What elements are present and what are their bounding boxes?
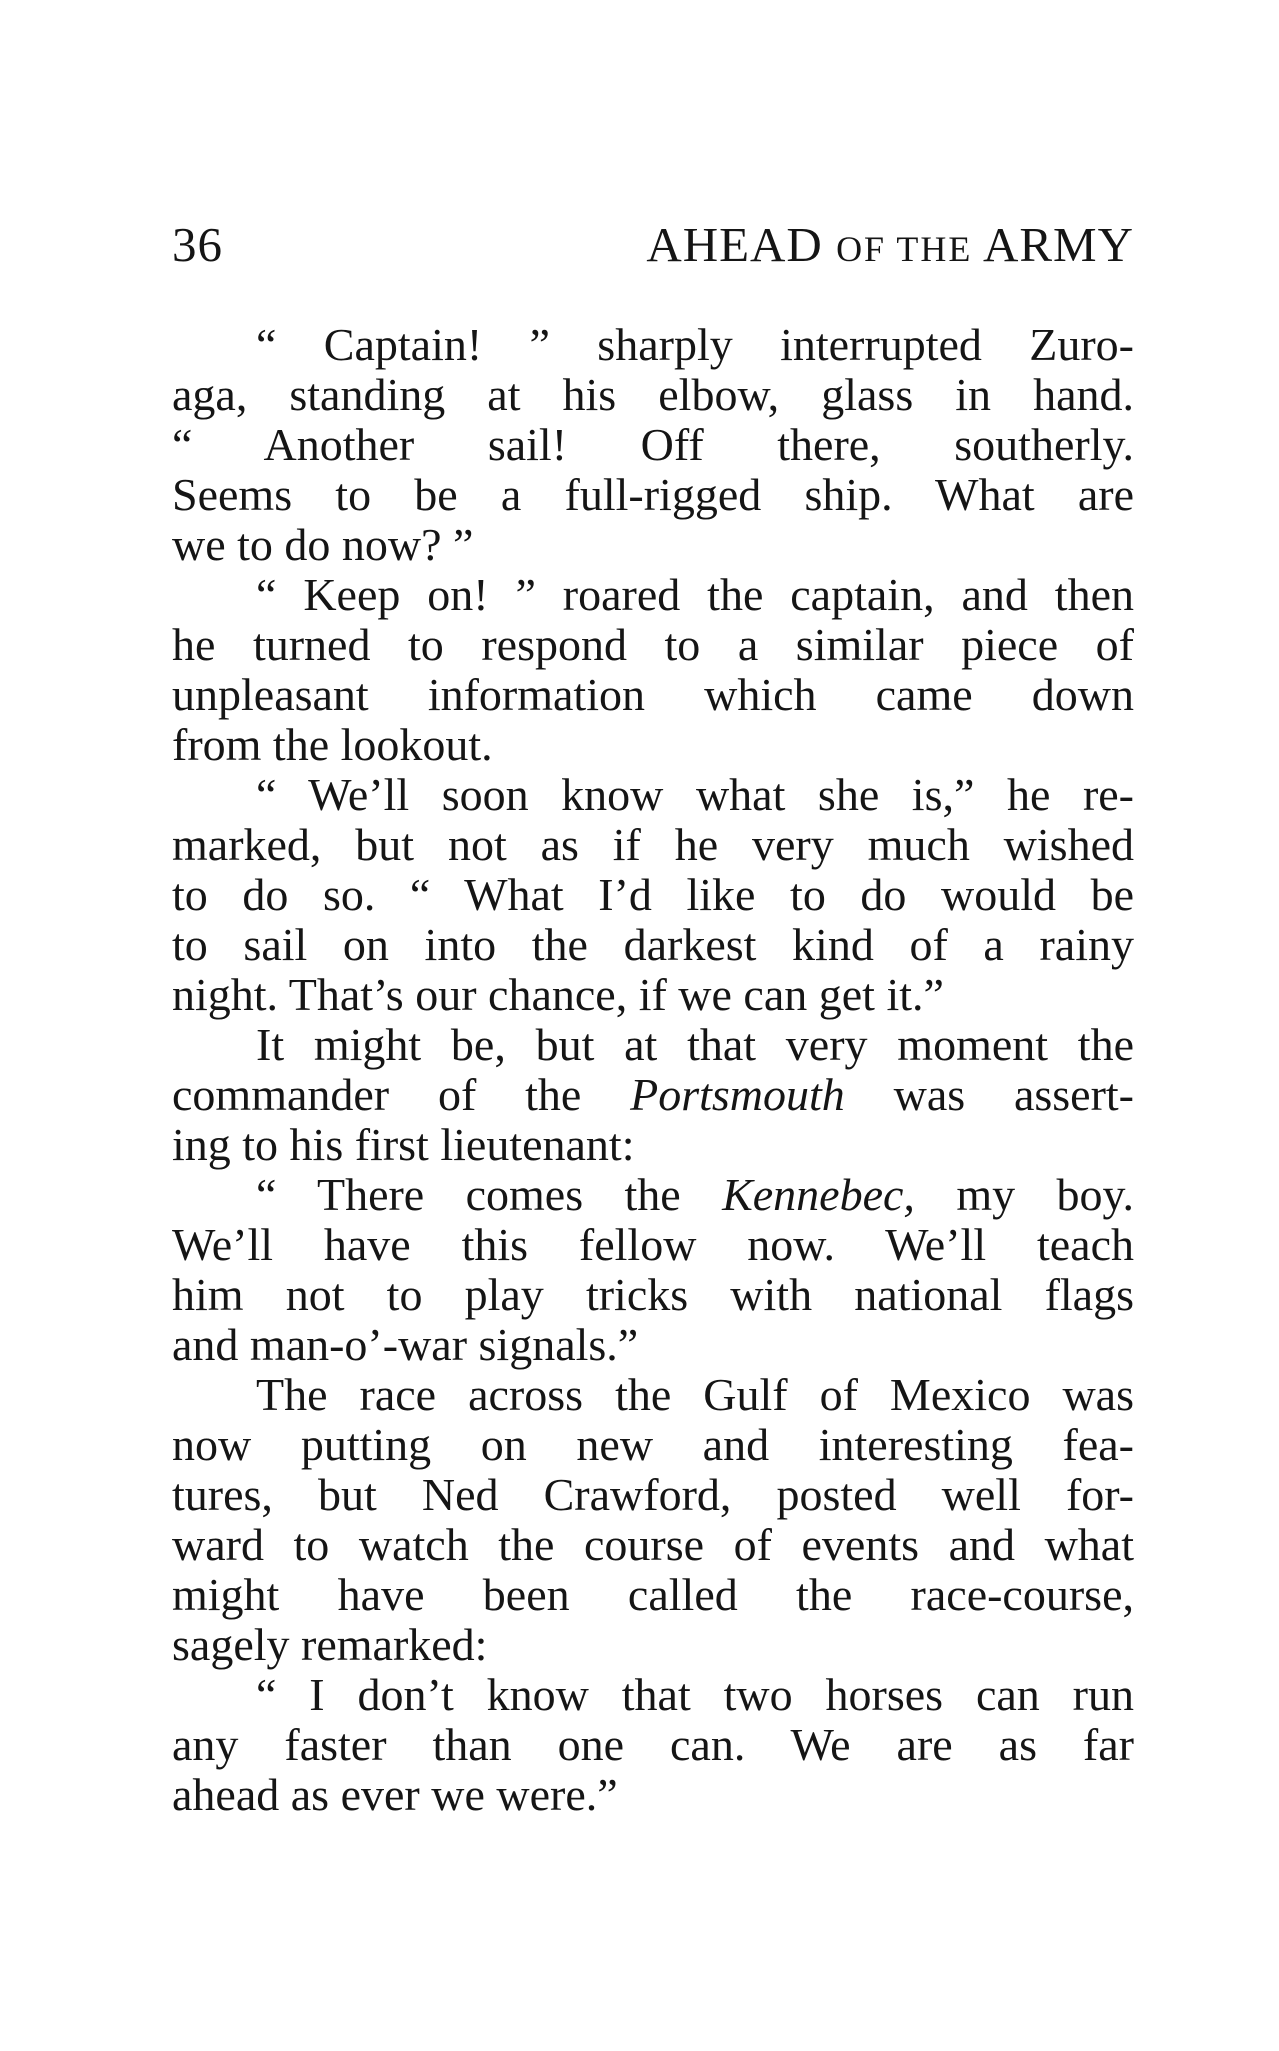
book-title-part: OF THE [836, 229, 973, 269]
page-number: 36 [172, 217, 223, 272]
paragraph [172, 1370, 1134, 1670]
text-line: tures, but Ned Crawford, posted well for- [172, 1469, 1134, 1520]
text-line: “ Keep on! ” roared the captain, and then [256, 569, 1134, 620]
book-title-part: AHEAD [646, 217, 837, 272]
text-line: “ Another sail! Off there, southerly. [172, 419, 1134, 470]
text-line: we to do now? ” [172, 519, 474, 570]
ship-name: Portsmouth [630, 1069, 845, 1120]
text-line: him not to play tricks with national flags [172, 1269, 1134, 1320]
text-line [172, 1170, 1134, 1220]
paragraph [172, 1670, 1134, 1820]
text-line: unpleasant information which came down [172, 669, 1134, 720]
text-line: night. That’s our chance, if we can get it.” [172, 969, 944, 1020]
text-line: ing to his first lieutenant: [172, 1119, 635, 1170]
book-title-part: ARMY [972, 217, 1134, 272]
text-line: “ I don’t know that two horses can run [256, 1669, 1134, 1720]
running-head [172, 212, 1134, 278]
text-line: to do so. “ What I’d like to do would be [172, 869, 1134, 920]
text-line: marked, but not as if he very much wished [172, 819, 1134, 870]
text-line: might have been called the race-course, [172, 1569, 1134, 1620]
text-line: ward to watch the course of events and what [172, 1519, 1134, 1570]
paragraph [172, 1170, 1134, 1370]
text-run: was assert- [844, 1069, 1134, 1120]
text-line: to sail on into the darkest kind of a rainy [172, 919, 1134, 970]
paragraph [172, 320, 1134, 570]
text-line: now putting on new and interesting fea- [172, 1419, 1134, 1470]
text-line: Seems to be a full-rigged ship. What are [172, 469, 1134, 520]
text-line: ahead as ever we were.” [172, 1769, 618, 1820]
text-line: aga, standing at his elbow, glass in hand. [172, 369, 1134, 420]
text-line [172, 1070, 1134, 1120]
paragraph [172, 570, 1134, 770]
text-line: “ We’ll soon know what she is,” he re- [256, 769, 1134, 820]
book-title [646, 212, 1134, 282]
paragraph [172, 1020, 1134, 1170]
text-line: and man-o’-war signals.” [172, 1319, 639, 1370]
text-line: We’ll have this fellow now. We’ll teach [172, 1219, 1134, 1270]
text-line: It might be, but at that very moment the [256, 1019, 1134, 1070]
text-line: sagely remarked: [172, 1619, 488, 1670]
body-text [172, 320, 1134, 1820]
text-line: from the lookout. [172, 719, 493, 770]
text-line: The race across the Gulf of Mexico was [256, 1369, 1134, 1420]
text-line: any faster than one can. We are as far [172, 1719, 1134, 1770]
text-run: “ There comes the [256, 1169, 723, 1220]
text-run: my boy. [914, 1169, 1134, 1220]
text-line: “ Captain! ” sharply interrupted Zuro- [256, 319, 1134, 370]
text-run: commander of the [172, 1069, 631, 1120]
ship-name: Kennebec, [722, 1169, 915, 1220]
text-line: he turned to respond to a similar piece of [172, 619, 1134, 670]
paragraph [172, 770, 1134, 1020]
